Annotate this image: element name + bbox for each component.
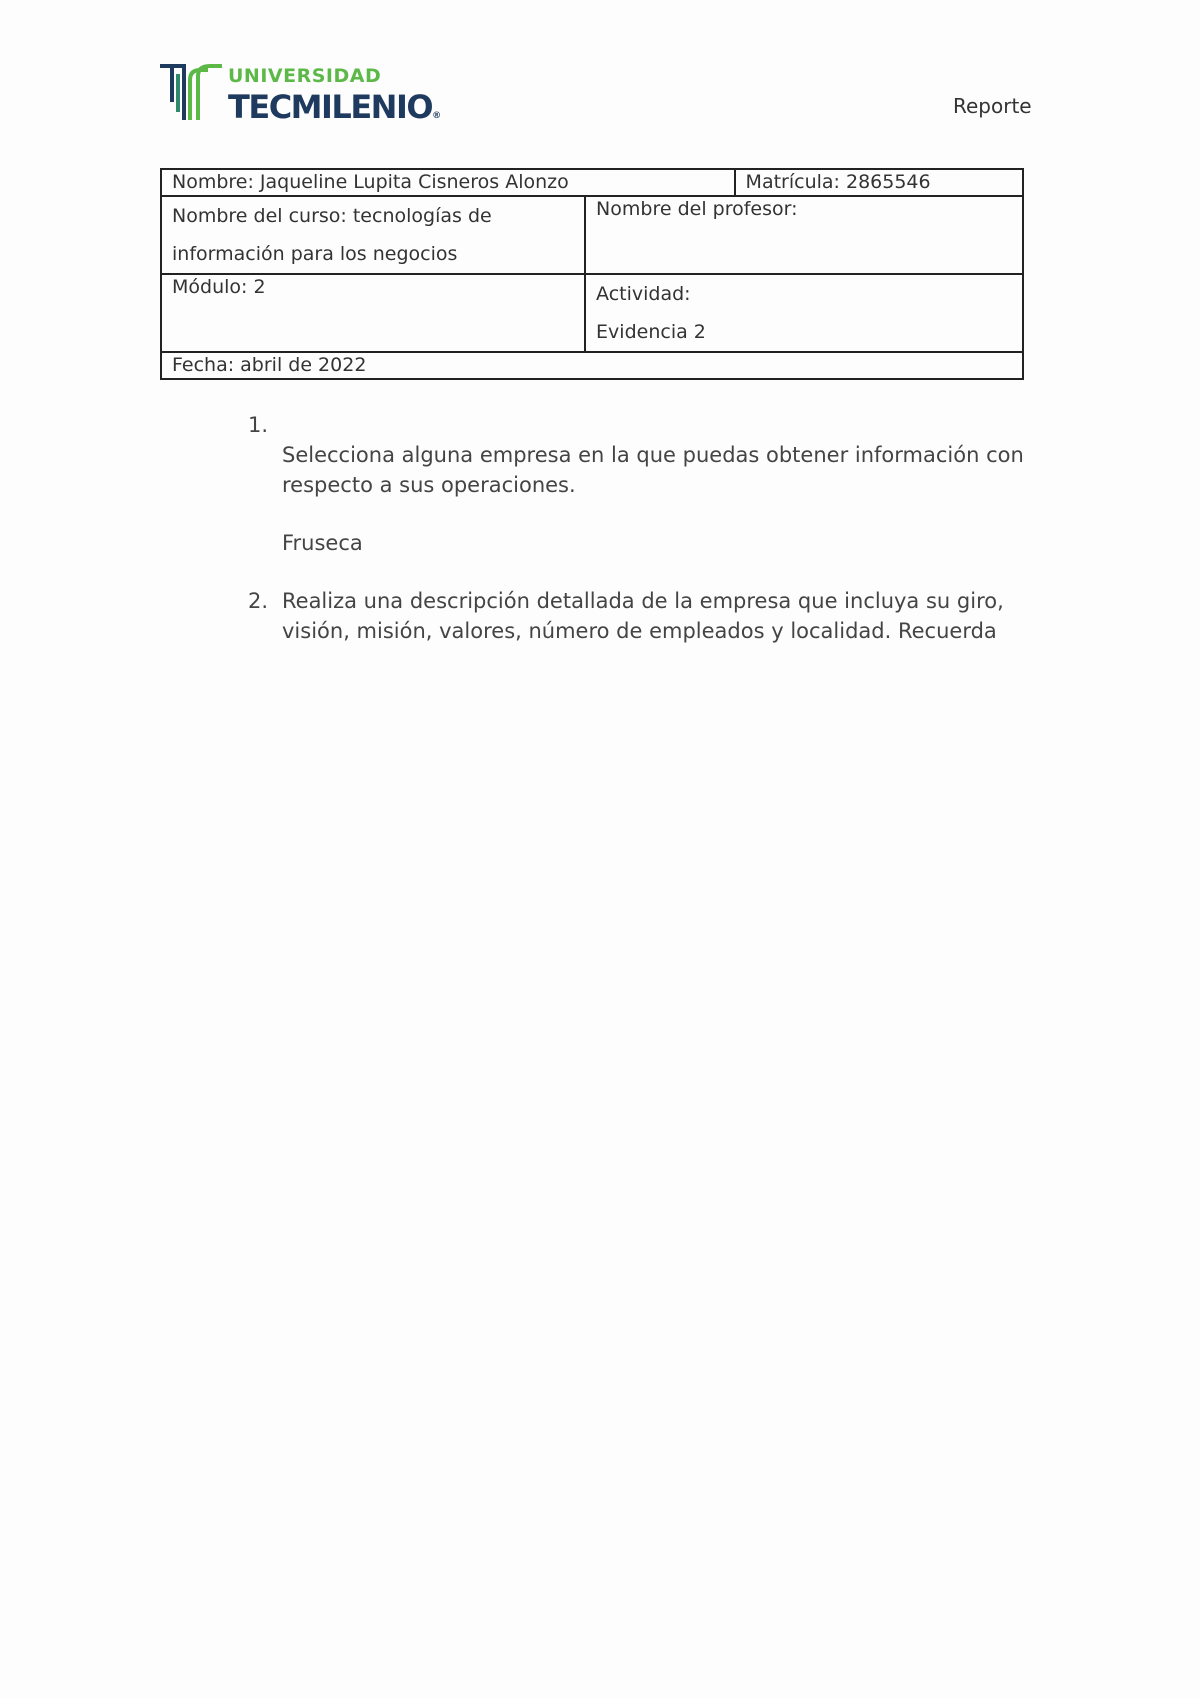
logo-emblem-icon — [158, 62, 226, 124]
table-row — [161, 352, 1023, 379]
registered-mark: ® — [432, 111, 442, 121]
university-logo — [158, 62, 458, 124]
logo-universidad-text: UNIVERSIDAD — [228, 65, 382, 87]
table-row — [161, 196, 1023, 274]
question-list — [248, 410, 1028, 646]
student-info-table — [160, 168, 1024, 380]
list-item — [248, 410, 1028, 558]
logo-tecmilenio-text — [228, 88, 441, 126]
activity-label: Actividad: — [596, 283, 691, 305]
table-row — [161, 169, 1023, 196]
course-name-cell: Nombre del curso: tecnologías de información para los negocios — [161, 196, 585, 274]
logo-name: TECMILENIO — [228, 88, 433, 126]
professor-cell: Nombre del profesor: — [585, 196, 1023, 274]
activity-cell — [585, 274, 1023, 352]
activity-value: Evidencia 2 — [596, 321, 706, 343]
date-cell: Fecha: abril de 2022 — [161, 352, 1023, 379]
document-type: Reporte — [953, 94, 1032, 118]
list-item — [248, 586, 1028, 646]
question-text: Realiza una descripción detallada de la empresa que incluya su giro, visión, misión, valores, número de empleados y localidad. Recuerda — [282, 589, 1004, 643]
item-number: 2. — [248, 589, 269, 613]
answer-text: Fruseca — [282, 531, 363, 555]
matricula-cell: Matrícula: 2865546 — [735, 169, 1023, 196]
table-row — [161, 274, 1023, 352]
item-number: 1. — [248, 413, 269, 437]
student-name-cell: Nombre: Jaqueline Lupita Cisneros Alonzo — [161, 169, 735, 196]
question-text: Selecciona alguna empresa en la que puedas obtener información con respecto a sus operaciones. — [282, 443, 1024, 497]
module-cell: Módulo: 2 — [161, 274, 585, 352]
